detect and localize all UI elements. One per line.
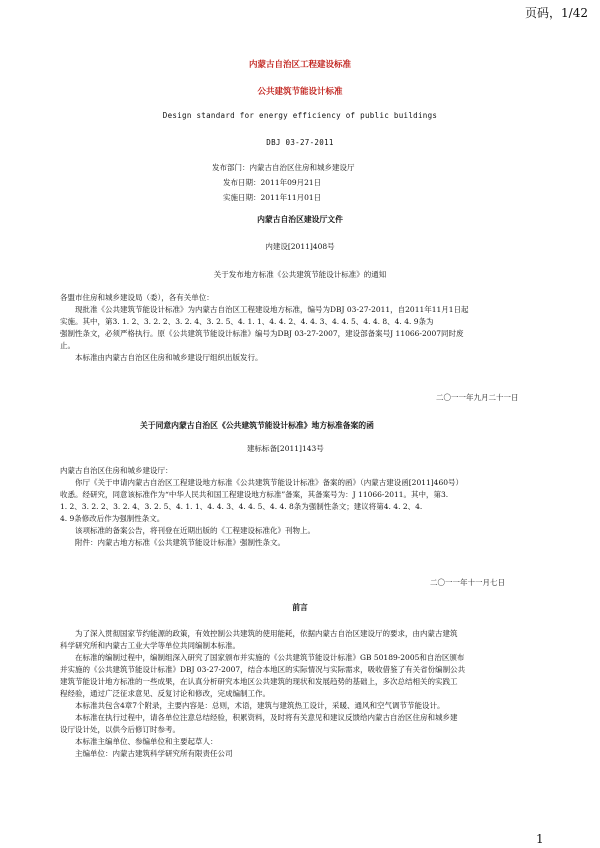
standard-code: DBJ 03-27-2011 — [266, 138, 334, 147]
notice-line: 实施。其中，第3. 1. 2、3. 2. 2、3. 2. 4、3. 2. 5、4. 1. 1、4. 4. 2、4. 4. 3、4. 4. 5、4. 4. 8、4. 4. 9条为 — [60, 317, 434, 326]
letter-body — [60, 465, 550, 549]
foreword-line: 为了深入贯彻国家节约能源的政策，有效控制公共建筑的使用能耗，依据内蒙古自治区建设厅的要求，由内蒙古建筑 — [60, 629, 458, 638]
notice-title: 关于发布地方标准《公共建筑节能设计标准》的通知 — [213, 270, 387, 279]
doc-number: 内建设[2011]408号 — [265, 242, 335, 251]
letter-date: 二〇一一年十一月七日 — [430, 578, 505, 587]
notice-line: 各盟市住房和城乡建设局（委），各有关单位： — [60, 293, 214, 302]
letter-line: 内蒙古自治区住房和城乡建设厅： — [60, 466, 173, 475]
notice-line: 强制性条文，必须严格执行。原《公共建筑节能设计标准》编号为DBJ 03-27-2007，建设部备案号J 11066-2007同时废 — [60, 329, 464, 338]
letter-line: 你厅《关于申请内蒙古自治区工程建设地方标准《公共建筑节能设计标准》备案的函》（内蒙古建设函[2011]460号） — [60, 478, 464, 487]
foreword-line: 设厅设计处，以供今后修订时参考。 — [60, 725, 180, 734]
publish-date: 发布日期：2011年09月21日 — [223, 178, 322, 187]
foreword-line: 程经验，通过广泛征求意见、反复讨论和修改，完成编制工作。 — [60, 689, 270, 698]
notice-line: 现批准《公共建筑节能设计标准》为内蒙古自治区工程建设地方标准，编号为DBJ 03-27-2011，自2011年11月1日起 — [60, 305, 469, 314]
foreword-title: 前言 — [292, 603, 308, 612]
doc-title: 内蒙古自治区建设厅文件 — [257, 215, 343, 224]
letter-title: 关于同意内蒙古自治区《公共建筑节能设计标准》地方标准备案的函 — [140, 421, 374, 430]
letter-line: 收悉。经研究，同意该标准作为“中华人民共和国工程建设地方标准”备案，其备案号为：J 11066-2011。其中，第3. — [60, 490, 449, 499]
letter-line: 4. 9条修改后作为强制性条文。 — [60, 514, 165, 523]
impl-date: 实施日期：2011年11月01日 — [223, 193, 322, 202]
foreword-line: 本标准主编单位、参编单位和主要起草人： — [60, 737, 218, 746]
foreword-line: 建筑节能设计地方标准的一些成果，在认真分析研究本地区公共建筑的现状和发展趋势的基础上，多次总结相关的实践工 — [60, 677, 458, 686]
title-main: 内蒙古自治区工程建设标准 — [248, 60, 351, 70]
foreword-line: 并实施的《公共建筑节能设计标准》DBJ 03-27-2007，结合本地区的实际情况与实际需求，吸收借鉴了有关省份编制公共 — [60, 665, 466, 674]
foreword-line: 本标准共包含4章7个附录，主要内容是：总则，术语，建筑与建筑热工设计，采暖、通风和空气调节节能设计。 — [60, 701, 445, 710]
foreword-line: 本标准在执行过程中，请各单位注意总结经验，积累资料，及时将有关意见和建议反馈给内蒙古自治区住房和城乡建 — [60, 713, 458, 722]
foreword-line: 科学研究所和内蒙古工业大学等单位共同编制本标准。 — [60, 641, 240, 650]
foreword-line: 主编单位：内蒙古建筑科学研究所有限责任公司 — [60, 749, 233, 758]
title-english: Design standard for energy efficiency of public buildings — [162, 111, 438, 120]
letter-line: 该项标准的备案公告，将刊登在近期出版的《工程建设标准化》刊物上。 — [60, 526, 315, 535]
title-sub: 公共建筑节能设计标准 — [257, 87, 343, 97]
letter-number: 建标标备[2011]143号 — [247, 444, 324, 453]
foreword-line: 在标准的编制过程中，编制组深入研究了国家颁布并实施的《公共建筑节能设计标准》GB 50189-2005和自治区颁布 — [60, 653, 465, 662]
page-header: 页码，1/42 — [525, 6, 588, 20]
notice-date: 二〇一一年九月二十一日 — [436, 393, 519, 402]
notice-line: 止。 — [60, 341, 75, 350]
page-footer: 1 — [536, 832, 544, 846]
letter-line: 1. 2、3. 2. 2、3. 2. 4、3. 2. 5、4. 1. 1、4. 4. 3、4. 4. 5、4. 4. 8条为强制性条文；建议将第4. 4. 2、4. — [60, 502, 423, 511]
foreword-body — [60, 628, 550, 760]
letter-line: 附件：内蒙古地方标准《公共建筑节能设计标准》强制性条文。 — [60, 538, 285, 547]
publish-dept: 发布部门：内蒙古自治区住房和城乡建设厅 — [212, 163, 355, 172]
notice-line: 本标准由内蒙古自治区住房和城乡建设厅组织出版发行。 — [60, 353, 263, 362]
notice-body — [60, 292, 550, 364]
